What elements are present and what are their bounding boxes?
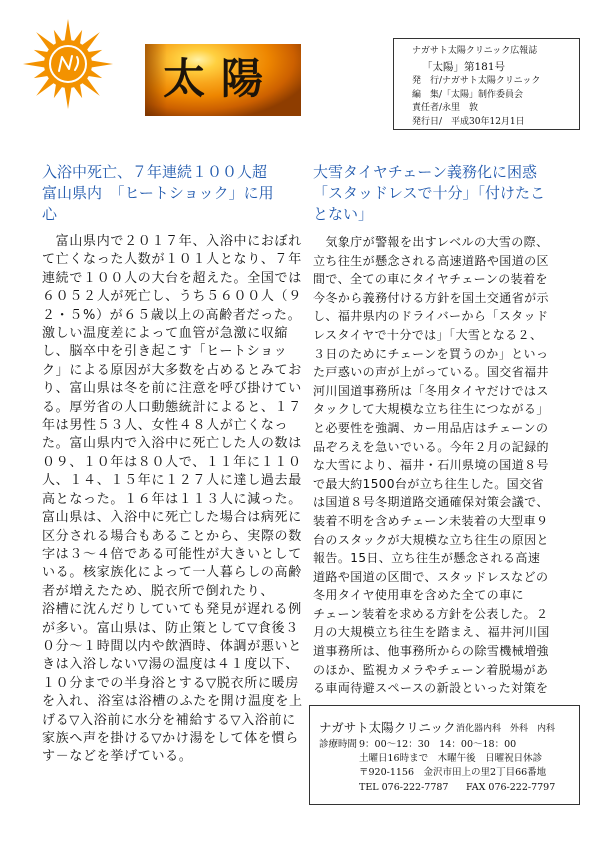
article-body-line: 品ぞろえを急いでいる。今年２月の記録的	[313, 439, 549, 454]
clinic-sun-logo	[22, 18, 114, 110]
banner-title: 太陽	[163, 54, 280, 103]
clinic-name: ナガサト太陽クリニック	[319, 720, 456, 735]
article-body-line: 月の大規模立ち往生を踏まえ、福井河川国	[313, 625, 550, 640]
article-title-line: 「スタッドレスで十分」「付けたこ	[313, 184, 546, 202]
article-body-line: 間で、全ての車にタイヤチェーンの装着を	[313, 272, 548, 287]
article-body-line: ク」による原因が大多数を占めるとみてお	[42, 362, 302, 378]
article-body-line: ３日のためにチェーンを買うのか」といっ	[313, 346, 549, 361]
sun-ray	[64, 86, 71, 109]
article-body-line: す－などを挙げている。	[42, 749, 193, 765]
article-title-line: 大雪タイヤチェーン義務化に困惑	[313, 163, 537, 181]
article-body-line: ２・５%）が６５歳以上の高齢者だった。	[42, 307, 302, 323]
clinic-hours-label: 診療時間	[319, 739, 358, 750]
article-body-line: きは入浴しない▽湯の温度は４１度以下、	[42, 657, 299, 673]
masthead-date: 発行日/ 平成30年12月1日	[412, 117, 525, 127]
sun-icon	[22, 18, 114, 110]
article-body-line: チェーン装着を求める方針を公表した。２	[313, 606, 549, 621]
sun-ray	[64, 19, 71, 42]
article-body-line: げる▽入浴前に水分を補給する▽入浴前に	[42, 712, 296, 728]
article-body-line: 今冬から義務付ける方針を国土交通省が示	[313, 290, 549, 305]
article-body-line: 河川国道事務所は「冬用タイヤだけではス	[313, 383, 549, 398]
article-body-line: 台のスタックが大規模な立ち往生の原因と	[313, 532, 549, 547]
article-body-line: タックして大規模な立ち往生につながる」	[313, 402, 549, 417]
article-title-line: とない」	[313, 205, 374, 223]
article-body-line: 人、１４、１５年に１２７人に達し過去最	[42, 473, 302, 489]
masthead-box	[393, 38, 580, 130]
article-body-line: は国道８号冬期道路交通確保対策会議で、	[313, 495, 549, 510]
clinic-hours: 9：00～12：30 14：00～18：00	[359, 739, 517, 750]
article-body-line: 富山県内で２０１７年、入浴中におぼれ	[42, 234, 302, 249]
article-title-line: 心	[42, 205, 58, 223]
article-body	[313, 233, 555, 698]
article-title-line: 富山県内 「ヒートショック」に用	[42, 184, 274, 202]
clinic-info-box	[309, 705, 580, 805]
clinic-address: 〒920-1156 金沢市田上の里2丁目66番地	[359, 767, 547, 778]
article-body-line: な大雪により、福井・石川県境の国道８号	[313, 458, 549, 473]
article-body-line: ６０５２人が死亡し、うち５６００人（９	[42, 289, 302, 305]
article-body-line: を入れ、浴室は浴槽のふたを開け温度を上	[42, 694, 303, 710]
sun-ray	[90, 60, 113, 67]
masthead-publication: ナガサト太陽クリニック広報誌	[412, 46, 538, 56]
article-title	[313, 162, 563, 225]
clinic-fax: FAX 076-222-7797	[466, 782, 556, 793]
article-body-line: 年は男性５３人、女性４８人が亡くなっ	[42, 418, 289, 434]
masthead-responsible: 責任者/永里 敦	[412, 103, 479, 113]
article-body-line: 道事務所は、他事務所からの除雪機械増強	[313, 644, 549, 659]
masthead-issue: 「太陽」第181号	[422, 61, 506, 73]
article-title	[42, 162, 304, 225]
clinic-closed-days: 土曜日16時まで 木曜午後 日曜祝日休診	[359, 753, 543, 764]
article-body	[42, 233, 306, 767]
article-body-line: 立ち往生が懸念される高速道路や国道の区	[313, 253, 549, 268]
article-body-line: り、富山県は冬を前に注意を呼び掛けてい	[42, 381, 302, 397]
clinic-departments: 消化器内科 外科 内科	[456, 724, 556, 734]
clinic-tel: TEL 076-222-7787	[359, 782, 449, 793]
article-body-line: 浴槽に沈んだりしていても発見が遅れる例	[42, 602, 302, 618]
sun-disc	[44, 40, 92, 88]
article-title-line: 入浴中死亡、７年連続１００人超	[42, 163, 268, 181]
sun-ray	[23, 60, 46, 67]
article-body-line: 冬用タイヤ使用車を含めた全ての車に	[313, 588, 524, 603]
article-body-line: が多い。富山県は、防止策として▽食後３	[42, 620, 299, 636]
article-body-line: た戸惑いの声が上がっている。国交省福井	[313, 365, 549, 380]
masthead-editor: 編 集/「太陽」制作委員会	[412, 90, 524, 100]
article-body-line: 道路や国道の区間で、スタッドレスなどの	[313, 569, 549, 584]
article-body-line: 富山県は、入浴中に死亡した場合は病死に	[42, 510, 302, 526]
article-body-line: る車両待避スペースの新設といった対策を	[313, 681, 549, 696]
article-body-line: １０分までの半身浴とする▽脱衣所に暖房	[42, 675, 299, 691]
article-body-line: と必要性を強調、カー用品店はチェーンの	[313, 420, 549, 435]
article-body-line: し、福井県内のドライバーから「スタッド	[313, 309, 549, 324]
article-body-line: ０９、１０年は８０人で、１１年に１１０	[42, 454, 302, 470]
article-body-line: ０分～１時間以内や飲酒時、体調が悪いと	[42, 638, 302, 654]
article-body-line: る。厚労省の人口動態統計によると、１７	[42, 399, 302, 415]
article-body-line: 報告。15日、立ち往生が懸念される高速	[313, 551, 541, 566]
article-body-line: いる。核家族化によって一人暮らしの高齢	[42, 565, 302, 581]
article-body-line: 者が増えたため、脱衣所で倒れたり、	[42, 583, 275, 599]
article-body-line: 激しい温度差によって血管が急激に収縮	[42, 326, 289, 342]
article-body-line: で最大約1500台が立ち往生した。国交省	[313, 476, 544, 491]
article-body-line: 家族へ声を掛ける▽かけ湯をして体を慣ら	[42, 730, 299, 746]
article-body-line: た。富山県内で入浴中に死亡した人の数は	[42, 436, 302, 452]
article-body-line: 気象庁が警報を出すレベルの大雪の際、	[313, 235, 549, 249]
masthead-publisher: 発 行/ナガサト太陽クリニック	[412, 76, 541, 86]
article-body-line: 連続で１００人の大台を超えた。全国では	[42, 270, 302, 286]
article-body-line: のほか、監視カメラやチェーン着脱場があ	[313, 662, 549, 677]
article-body-line: 高となった。１６年は１１３人に減った。	[42, 491, 302, 507]
article-body-line: レスタイヤで十分では」「大雪となる２、	[313, 327, 543, 342]
article-body-line: 区分される場合もあることから、実際の数	[42, 528, 302, 544]
article-body-line: 装着不明を含めチェーン未装着の大型車９	[313, 513, 549, 528]
article-body-line: て亡くなった人数が１０１人となり、７年	[42, 252, 302, 268]
article-body-line: 字は３～４倍である可能性が大きいとして	[42, 546, 302, 562]
newsletter-banner	[145, 44, 301, 116]
article-body-line: し、脳卒中を引き起こす「ヒートショッ	[42, 344, 288, 360]
